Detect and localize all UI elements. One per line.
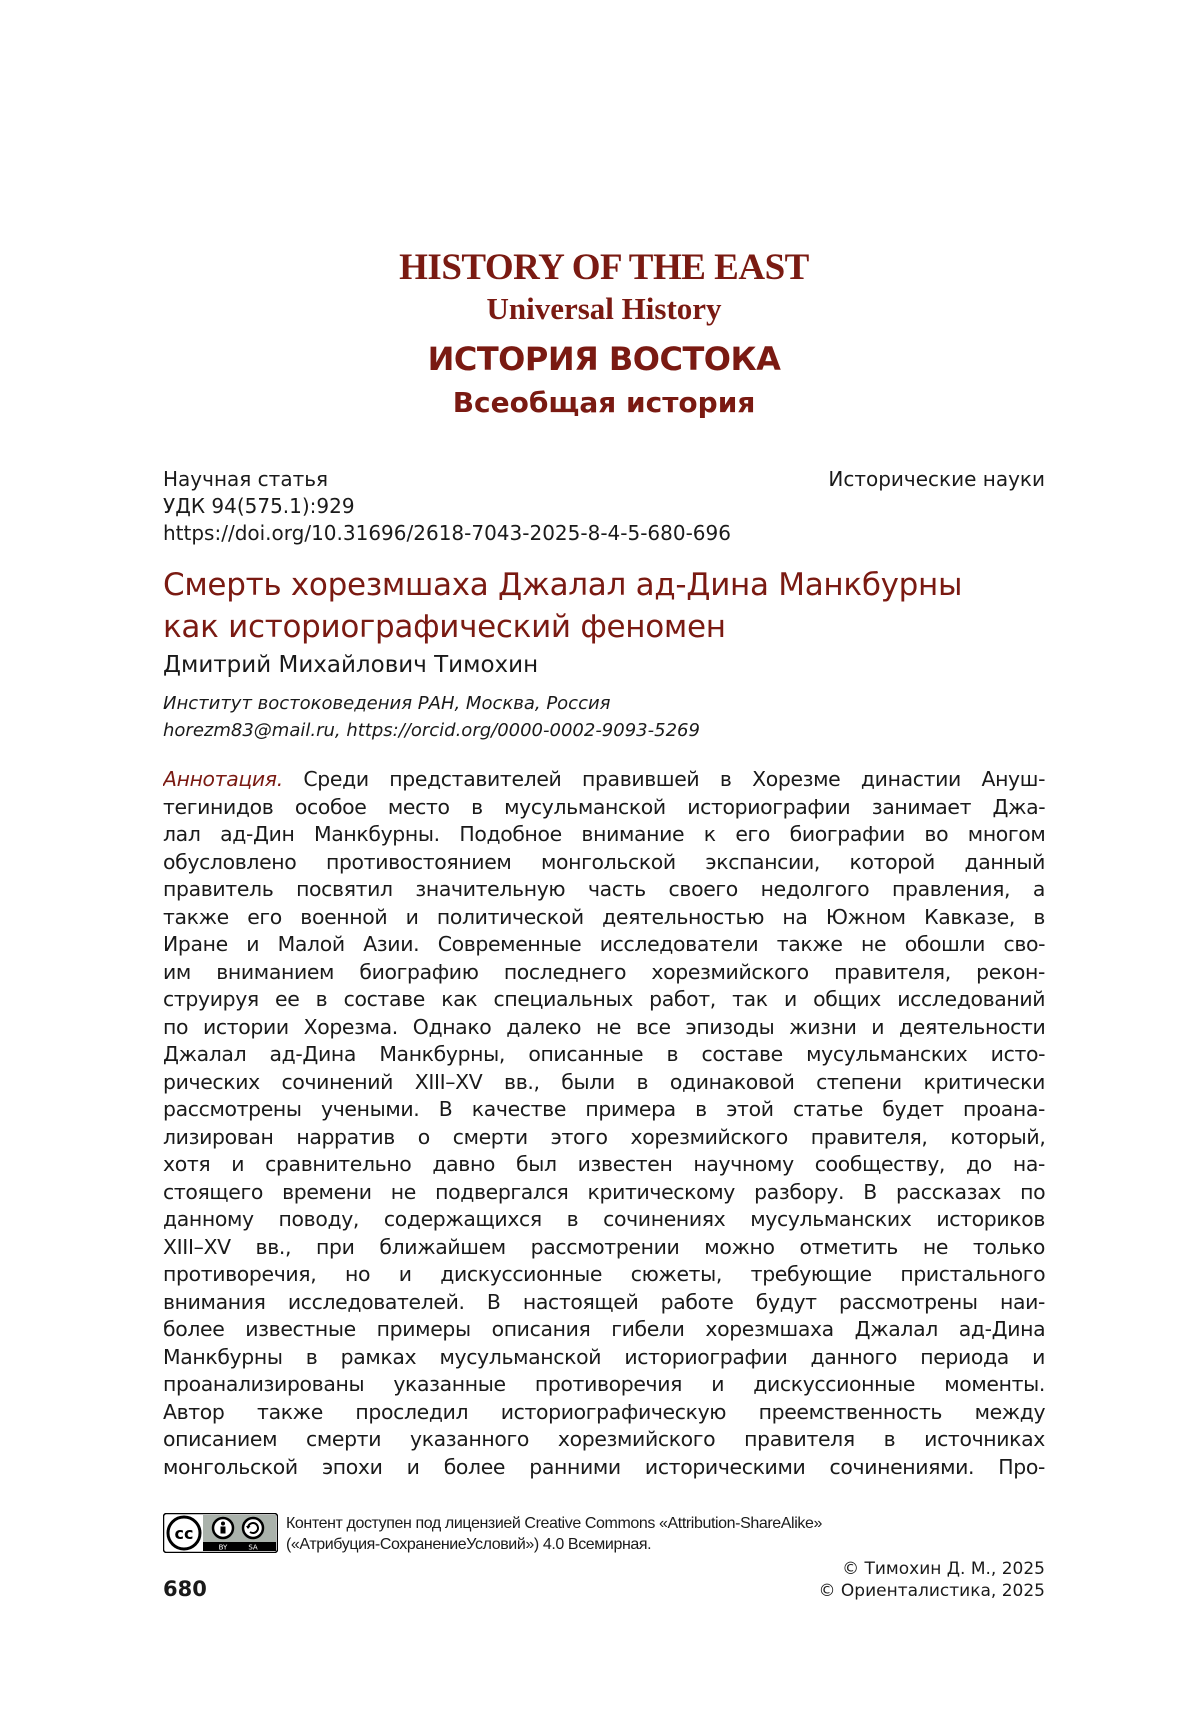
license-block [163, 1513, 822, 1555]
copyright-journal: © Ориенталистика, 2025 [818, 1581, 1045, 1601]
abstract-line-text: также его военной и политической деятельностью на Южном Кавказе, в [163, 904, 1045, 929]
license-line: Контент доступен под лицензией Creative Commons «Attribution-ShareAlike» [286, 1515, 822, 1532]
abstract-line [163, 1426, 1045, 1454]
abstract-line [163, 1344, 1045, 1372]
article-title-line: как историографический феномен [163, 609, 726, 645]
article-type: Научная статья [163, 467, 329, 491]
abstract-line [163, 959, 1045, 987]
by-label: BY [218, 1543, 228, 1552]
abstract-line-text: струируя ее в составе как специальных работ, так и общих исследований [163, 987, 1045, 1011]
abstract-line [163, 766, 1045, 794]
abstract-line-text: тегинидов особое место в мусульманской историографии занимает Джа- [163, 794, 1045, 819]
abstract-line-text: обусловлено противостоянием монгольской экспансии, которой данный [163, 849, 1045, 874]
abstract-line [163, 849, 1045, 877]
abstract-line-text: Автор также проследил историографическую преемственность между [163, 1399, 1045, 1424]
section-title-ru: ИСТОРИЯ ВОСТОКА [427, 340, 781, 378]
copyright-block [819, 1558, 1046, 1602]
abstract-line [163, 1096, 1045, 1124]
page-number: 680 [163, 1577, 207, 1601]
affiliation: Институт востоковедения РАН, Москва, Россия [163, 693, 611, 714]
abstract-line [163, 986, 1045, 1014]
cc-label: cc [174, 1524, 194, 1543]
abstract-line-text: правитель посвятил значительную часть своего недолгого правления, а [163, 877, 1045, 901]
abstract-line [163, 1371, 1045, 1399]
abstract-line-text: XIII–XV вв., при ближайшем рассмотрении можно отметить не только [163, 1234, 1045, 1259]
abstract-line [163, 821, 1045, 849]
abstract-line [163, 1399, 1045, 1427]
author-name: Дмитрий Михайлович Тимохин [163, 652, 539, 678]
abstract-line-text: хотя и сравнительно давно был известен научному сообществу, до на- [163, 1152, 1045, 1176]
doi-link[interactable]: https://doi.org/10.31696/2618-7043-2025-8-4-5-680-696 [163, 521, 731, 545]
abstract-line-text: монгольской эпохи и более ранними историческими сочинениями. Про- [163, 1454, 1045, 1479]
abstract-line [163, 1316, 1045, 1344]
abstract-line [163, 1206, 1045, 1234]
section-heading [163, 246, 1045, 424]
abstract-line [163, 1454, 1045, 1482]
license-line: («Атрибуция-СохранениеУсловий») 4.0 Всемирная. [286, 1536, 652, 1553]
abstract-line-text: Иране и Малой Азии. Современные исследователи также не обошли сво- [163, 932, 1045, 956]
abstract-line [163, 904, 1045, 932]
abstract-line-text: им вниманием биографию последнего хорезмийского правителя, рекон- [163, 959, 1045, 984]
abstract-line-text: описанием смерти указанного хорезмийского правителя в источниках [163, 1427, 1045, 1451]
abstract-label: Аннотация. [163, 767, 283, 791]
copyright-author: © Тимохин Д. М., 2025 [842, 1559, 1045, 1579]
article-title [163, 564, 1045, 648]
cc-by-sa-badge-icon[interactable] [163, 1513, 278, 1553]
article-title-line: Смерть хорезмшаха Джалал ад-Дина Манкбурны [163, 567, 963, 603]
abstract [163, 766, 1045, 1481]
section-subtitle-en: Universal History [486, 291, 722, 326]
abstract-line [163, 794, 1045, 822]
abstract-line-text: противоречия, но и дискуссионные сюжеты, требующие пристального [163, 1262, 1045, 1286]
abstract-line-text: стоящего времени не подвергался критическому разбору. В рассказах по [163, 1179, 1045, 1204]
license-text [286, 1513, 822, 1555]
article-meta [163, 466, 1045, 547]
abstract-line [163, 1261, 1045, 1289]
udc-code: УДК 94(575.1):929 [163, 494, 355, 518]
abstract-line [163, 876, 1045, 904]
abstract-line [163, 1234, 1045, 1262]
abstract-line [163, 931, 1045, 959]
abstract-line-text: более известные примеры описания гибели хорезмшаха Джалал ад-Дина [163, 1317, 1045, 1341]
abstract-line-text: данному поводу, содержащихся в сочинениях мусульманских историков [163, 1207, 1045, 1231]
abstract-line-text: проанализированы указанные противоречия и дискуссионные моменты. [163, 1372, 1045, 1396]
abstract-line [163, 1014, 1045, 1042]
page [163, 0, 1045, 1729]
discipline: Исторические науки [828, 467, 1045, 491]
section-title-en: HISTORY OF THE EAST [399, 247, 809, 288]
abstract-line-text: рических сочинений XIII–XV вв., были в одинаковой степени критически [163, 1069, 1045, 1094]
sa-label: SA [248, 1543, 258, 1552]
author-affiliation-block [163, 690, 700, 744]
abstract-line [163, 1069, 1045, 1097]
abstract-line [163, 1041, 1045, 1069]
abstract-line [163, 1179, 1045, 1207]
abstract-line-text: Среди представителей правившей в Хорезме династии Ануш- [282, 767, 1045, 791]
abstract-line-text: Манкбурны в рамках мусульманской историографии данного периода и [163, 1344, 1045, 1369]
abstract-line-text: по истории Хорезма. Однако далеко не все эпизоды жизни и деятельности [163, 1014, 1045, 1039]
author-contacts[interactable]: horezm83@mail.ru, https://orcid.org/0000-0002-9093-5269 [163, 720, 700, 741]
abstract-line [163, 1151, 1045, 1179]
abstract-line-text: Джалал ад-Дина Манкбурны, описанные в составе мусульманских исто- [163, 1042, 1045, 1066]
abstract-line-text: лизирован нарратив о смерти этого хорезмийского правителя, который, [163, 1124, 1045, 1149]
abstract-line-text: рассмотрены учеными. В качестве примера в этой статье будет проана- [163, 1097, 1045, 1121]
abstract-line [163, 1124, 1045, 1152]
section-subtitle-ru: Всеобщая история [452, 386, 756, 419]
abstract-line-text: лал ад-Дин Манкбурны. Подобное внимание к его биографии во многом [163, 822, 1045, 846]
abstract-line [163, 1289, 1045, 1317]
abstract-line-text: внимания исследователей. В настоящей работе будут рассмотрены наи- [163, 1289, 1045, 1314]
